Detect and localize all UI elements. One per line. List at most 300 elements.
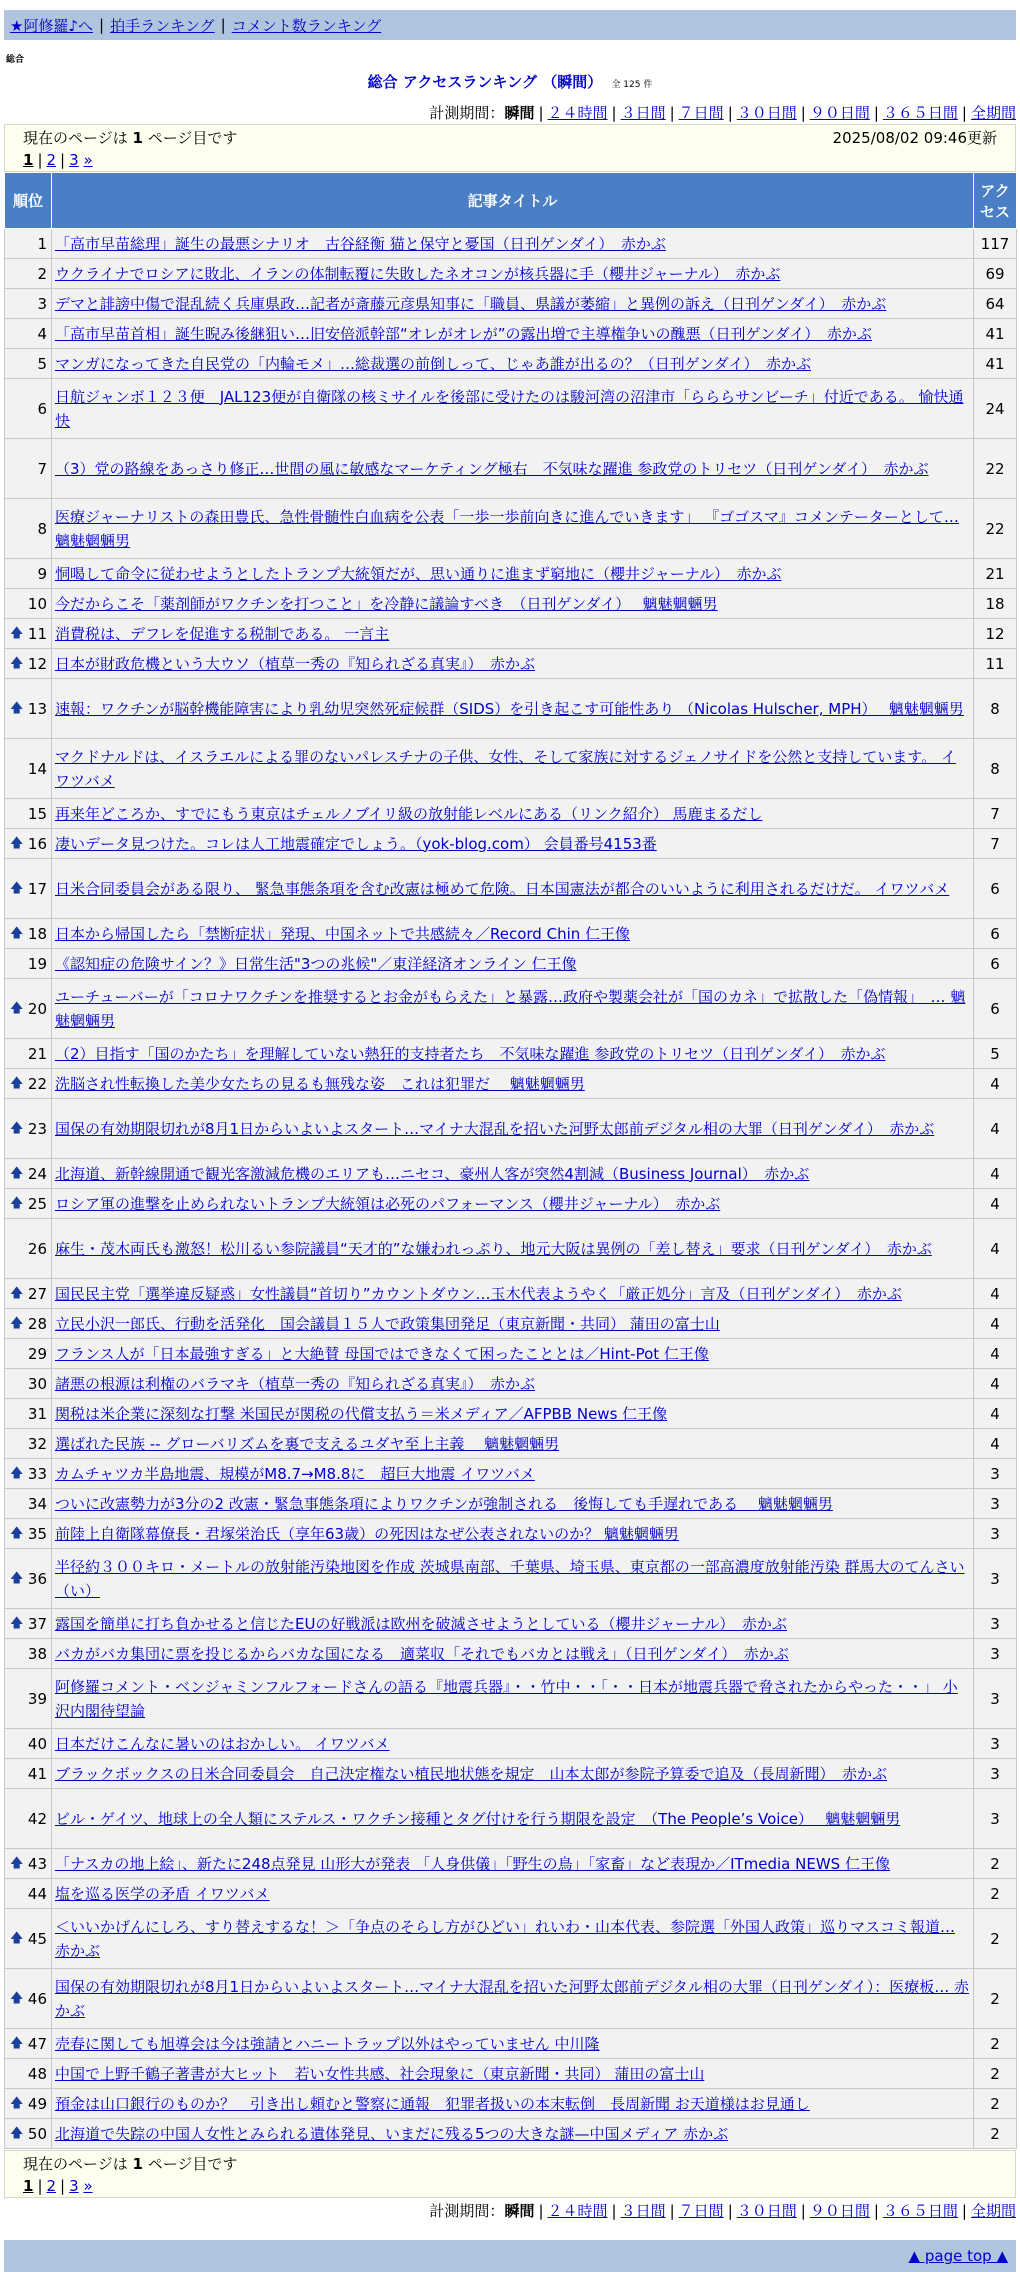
access-count: 18 [974, 589, 1017, 619]
title-cell [52, 2119, 974, 2149]
title-cell [52, 1789, 974, 1849]
rank-number: 31 [27, 1404, 47, 1423]
title-cell [52, 439, 974, 499]
title-cell [52, 2089, 974, 2119]
title-cell [52, 1969, 974, 2029]
period-separator: | [538, 104, 544, 122]
page-title: 総合 アクセスランキング （瞬間） [367, 73, 603, 91]
access-count: 2 [974, 1849, 1017, 1879]
table-row [5, 1669, 1017, 1729]
title-cell [52, 1309, 974, 1339]
pager-page-2[interactable]: 2 [46, 151, 57, 169]
title-cell [52, 319, 974, 349]
period-separator: | [727, 2202, 733, 2220]
rank-cell [5, 799, 52, 829]
access-count: 22 [974, 439, 1017, 499]
table-row [5, 919, 1017, 949]
rank-cell [5, 649, 52, 679]
article-title-link[interactable]: 医療ジャーナリストの森田豊氏、急性骨髄性白血病を公表「一歩一歩前向きに進んでいきます」 『ゴゴスマ』コメンテーターとして… 魑魅魍魎男 [55, 507, 959, 550]
table-row [5, 1609, 1017, 1639]
rank-up-arrow-icon: 🡅 [10, 1285, 24, 1301]
article-title-link[interactable]: ユーチューバーが「コロナワクチンを推奨するとお金がもらえた」と暴露…政府や製薬会社が「国のカネ」で拡散した「偽情報」 … 魑魅魍魎男 [55, 987, 966, 1030]
table-row [5, 2059, 1017, 2089]
title-cell [52, 1189, 974, 1219]
rank-up-arrow-icon: 🡅 [10, 1315, 24, 1331]
article-title-link[interactable]: 洗脳され性転換した美少女たちの見るも無残な姿 これは犯罪だ 魑魅魍魎男 [55, 1074, 585, 1093]
table-row [5, 1429, 1017, 1459]
period-option-7[interactable]: 全期間 [970, 104, 1016, 122]
rank-number: 5 [37, 354, 47, 373]
title-cell [52, 1339, 974, 1369]
rank-up-arrow-icon: 🡅 [10, 1000, 24, 1016]
title-cell [52, 1849, 974, 1879]
article-title-link[interactable]: 塩を巡る医学の矛盾 イワツバメ [55, 1884, 270, 1903]
table-row [5, 1039, 1017, 1069]
home-link[interactable]: ★阿修羅♪へ [10, 16, 94, 35]
access-count: 4 [974, 1189, 1017, 1219]
page-info-box [4, 124, 1016, 172]
rank-number: 1 [37, 234, 47, 253]
table-row [5, 1729, 1017, 1759]
article-title-link[interactable]: （2）目指す「国のかたち」を理解していない熱狂的支持者たち 不気味な躍進 参政党のトリセツ（日刊ゲンダイ） 赤かぶ [55, 1044, 886, 1063]
rank-number: 49 [27, 2094, 47, 2113]
title-cell [52, 1399, 974, 1429]
period-option-6[interactable]: ３６５日間 [882, 2202, 958, 2220]
access-count: 2 [974, 1969, 1017, 2029]
table-row [5, 319, 1017, 349]
article-title-link[interactable]: （3）党の路線をあっさり修正…世間の風に敏感なマーケティング極右 不気味な躍進 参政党のトリセツ（日刊ゲンダイ） 赤かぶ [55, 459, 929, 478]
article-title-link[interactable]: デマと誹謗中傷で混乱続く兵庫県政…記者が斎藤元彦県知事に「職員、県議が萎縮」と異例の訴え（日刊ゲンダイ） 赤かぶ [55, 294, 887, 313]
page-top-link[interactable]: ▲ page top ▲ [908, 2247, 1008, 2265]
access-count: 3 [974, 1729, 1017, 1759]
article-title-link[interactable]: 日本が財政危機という大ウソ（植草一秀の『知られざる真実』） 赤かぶ [55, 654, 536, 673]
title-cell [52, 1909, 974, 1969]
access-count: 5 [974, 1039, 1017, 1069]
article-title-link[interactable]: 立民小沢一郎氏、行動を活発化 国会議員１５人で政策集団発足（東京新聞・共同） 蒲田の富士山 [55, 1314, 720, 1333]
period-option-1[interactable]: ２４時間 [547, 2202, 608, 2220]
rank-cell [5, 319, 52, 349]
article-title-link[interactable]: 預金は山口銀行のものか？ 引き出し頼むと警察に通報 犯罪者扱いの本末転倒 長周新聞 お天道様はお見通し [55, 2094, 810, 2113]
title-cell [52, 739, 974, 799]
table-row [5, 1789, 1017, 1849]
article-title-link[interactable]: 恫喝して命令に従わせようとしたトランプ大統領だが、思い通りに進まず窮地に（櫻井ジャーナル） 赤かぶ [55, 564, 782, 583]
access-count: 4 [974, 1429, 1017, 1459]
rank-cell [5, 1639, 52, 1669]
rank-cell [5, 499, 52, 559]
access-count: 2 [974, 1909, 1017, 1969]
period-option-5[interactable]: ９０日間 [809, 104, 870, 122]
period-separator: | [800, 2202, 806, 2220]
rank-cell [5, 859, 52, 919]
access-count: 6 [974, 949, 1017, 979]
article-title-link[interactable]: 国保の有効期限切れが8月1日からいよいよスタート…マイナ大混乱を招いた河野太郎前デジタル相の大罪（日刊ゲンダイ） 赤かぶ [55, 1119, 935, 1138]
article-title-link[interactable]: ビル・ゲイツ、地球上の全人類にステルス・ワクチン接種とタグ付けを行う期限を設定 （The People’s Voice） 魑魅魍魎男 [55, 1809, 901, 1828]
rank-number: 48 [27, 2064, 47, 2083]
access-count: 2 [974, 2089, 1017, 2119]
rank-number: 4 [37, 324, 47, 343]
rank-number: 8 [37, 519, 47, 538]
title-cell [52, 1039, 974, 1069]
article-title-link[interactable]: 露国を簡単に打ち負かせると信じたEUの好戦派は欧州を破滅させようとしている（櫻井ジャーナル） 赤かぶ [55, 1614, 787, 1633]
pager-page-3[interactable]: 3 [69, 151, 79, 169]
article-title-link[interactable]: 国保の有効期限切れが8月1日からいよいよスタート…マイナ大混乱を招いた河野太郎前デジタル相の大罪（日刊ゲンダイ）：医療板… 赤かぶ [55, 1977, 969, 2020]
title-cell [52, 1369, 974, 1399]
table-row [5, 619, 1017, 649]
article-title-link[interactable]: ロシア軍の進撃を止められないトランプ大統領は必死のパフォーマンス（櫻井ジャーナル） 赤かぶ [55, 1194, 721, 1213]
article-title-link[interactable]: 関税は米企業に深刻な打撃 米国民が関税の代償支払う＝米メディア／AFPBB News 仁王像 [55, 1404, 668, 1423]
article-title-link[interactable]: 阿修羅コメント・ベンジャミンフルフォードさんの語る『地震兵器』・・竹中・・「・・日本が地震兵器で脅されたからやった・・」 小沢内閣待望論 [55, 1677, 958, 1720]
rank-cell [5, 259, 52, 289]
rank-number: 17 [27, 879, 47, 898]
rank-cell [5, 1369, 52, 1399]
article-title-link[interactable]: 北海道、新幹線開通で観光客激減危機のエリアも…ニセコ、豪州人客が突然4割減（Business Journal） 赤かぶ [55, 1164, 810, 1183]
rank-number: 37 [27, 1614, 47, 1633]
article-title-link[interactable]: 今だからこそ「薬剤師がワクチンを打つこと」を冷静に議論すべき （日刊ゲンダイ） 魑魅魍魎男 [55, 594, 718, 613]
rank-number: 18 [27, 924, 47, 943]
title-cell [52, 1159, 974, 1189]
access-count: 2 [974, 2059, 1017, 2089]
access-count: 4 [974, 1369, 1017, 1399]
article-title-link[interactable]: 「高市早苗首相」誕生睨み後継狙い…旧安倍派幹部“オレがオレが”の露出増で主導権争いの醜悪（日刊ゲンダイ） 赤かぶ [55, 324, 872, 343]
access-count: 4 [974, 1099, 1017, 1159]
access-count: 3 [974, 1669, 1017, 1729]
article-title-link[interactable]: ついに改憲勢力が3分の2 改憲・緊急事態条項によりワクチンが強制される 後悔しても手遅れである 魑魅魍魎男 [55, 1494, 833, 1513]
rank-cell [5, 379, 52, 439]
article-title-link[interactable]: 選ばれた民族 -- グローバリズムを裏で支えるユダヤ至上主義 魑魅魍魎男 [55, 1434, 560, 1453]
table-row [5, 1399, 1017, 1429]
table-row [5, 1849, 1017, 1879]
table-row [5, 679, 1017, 739]
access-count: 6 [974, 919, 1017, 949]
period-label: 計測期間： [429, 2202, 505, 2220]
rank-header: 順位 [5, 173, 52, 229]
rank-cell [5, 1489, 52, 1519]
total-count: 全 125 件 [611, 80, 653, 90]
rank-cell [5, 2059, 52, 2089]
table-row [5, 2119, 1017, 2149]
table-row [5, 649, 1017, 679]
rank-cell [5, 439, 52, 499]
title-cell [52, 559, 974, 589]
article-title-link[interactable]: 前陸上自衛隊幕僚長・君塚栄治氏（享年63歳）の死因はなぜ公表されないのか？ 魑魅魍魎男 [55, 1524, 679, 1543]
rank-cell [5, 619, 52, 649]
title-cell [52, 1219, 974, 1279]
article-title-link[interactable]: 「高市早苗総理」誕生の最悪シナリオ 古谷経衡 猫と保守と憂国（日刊ゲンダイ） 赤かぶ [55, 234, 666, 253]
article-title-link[interactable]: 日本から帰国したら「禁断症状」発現、中国ネットで共感続々／Record Chin 仁王像 [55, 924, 631, 943]
title-cell [52, 1609, 974, 1639]
table-row [5, 739, 1017, 799]
access-count: 22 [974, 499, 1017, 559]
access-count: 3 [974, 1789, 1017, 1849]
article-title-link[interactable]: ウクライナでロシアに敗北、イランの体制転覆に失敗したネオコンが核兵器に手（櫻井ジャーナル） 赤かぶ [55, 264, 781, 283]
current-page-text: 現在のページは 1 ページ目です [23, 2155, 238, 2173]
rank-cell [5, 2089, 52, 2119]
access-count: 4 [974, 1339, 1017, 1369]
rank-cell [5, 1729, 52, 1759]
rank-number: 38 [27, 1644, 47, 1663]
title-cell [52, 859, 974, 919]
article-title-link[interactable]: ＜いいかげんにしろ、すり替えするな！＞「争点のそらし方がひどい」れいわ・山本代表、参院選「外国人政策」巡りマスコミ報道… 赤かぶ [55, 1917, 956, 1960]
rank-up-arrow-icon: 🡅 [10, 1165, 24, 1181]
rank-cell [5, 559, 52, 589]
rank-number: 39 [27, 1689, 47, 1708]
rank-cell [5, 1549, 52, 1609]
article-title-link[interactable]: フランス人が「日本最強すぎる」と大絶賛 母国ではできなくて困ったこととは／Hint-Pot 仁王像 [55, 1344, 709, 1363]
table-row [5, 799, 1017, 829]
article-title-link[interactable]: 凄いデータ見つけた。コレは人工地震確定でしょう。（yok-blog.com） 会員番号4153番 [55, 834, 657, 853]
comment-ranking-link[interactable]: コメント数ランキング [231, 16, 382, 35]
table-row [5, 1189, 1017, 1219]
period-option-3[interactable]: ７日間 [678, 2202, 724, 2220]
rank-up-arrow-icon: 🡅 [10, 655, 24, 671]
rank-up-arrow-icon: 🡅 [10, 2035, 24, 2051]
period-option-1[interactable]: ２４時間 [547, 104, 608, 122]
table-row [5, 559, 1017, 589]
article-title-link[interactable]: 「ナスカの地上絵」、新たに248点発見 山形大が発表 「人身供儀」「野生の鳥」「家畜」など表現か／ITmedia NEWS 仁王像 [55, 1854, 890, 1873]
title-cell [52, 2059, 974, 2089]
article-title-link[interactable]: 諸悪の根源は利権のバラマキ（植草一秀の『知られざる真実』） 赤かぶ [55, 1374, 536, 1393]
rank-cell [5, 1039, 52, 1069]
pager-page-2[interactable]: 2 [46, 2177, 57, 2195]
rank-number: 30 [27, 1374, 47, 1393]
period-separator: | [800, 104, 806, 122]
title-cell [52, 1519, 974, 1549]
access-count: 4 [974, 1159, 1017, 1189]
rank-up-arrow-icon: 🡅 [10, 1990, 24, 2006]
article-title-link[interactable]: ブラックボックスの日米合同委員会 自己決定権ない植民地状態を規定 山本太郎が参院予算委で追及（長周新聞） 赤かぶ [55, 1764, 888, 1783]
article-title-link[interactable]: 北海道で失踪の中国人女性とみられる遺体発見、いまだに残る5つの大きな謎—中国メディア 赤かぶ [55, 2124, 729, 2143]
period-option-4[interactable]: ３０日間 [736, 104, 797, 122]
access-count: 2 [974, 1879, 1017, 1909]
access-count: 4 [974, 1399, 1017, 1429]
period-option-7[interactable]: 全期間 [970, 2202, 1016, 2220]
access-count: 3 [974, 1459, 1017, 1489]
title-cell [52, 949, 974, 979]
article-title-link[interactable]: 消費税は、デフレを促進する税制である。 一言主 [55, 624, 390, 643]
table-row [5, 1909, 1017, 1969]
access-count: 3 [974, 1519, 1017, 1549]
rank-up-arrow-icon: 🡅 [10, 1120, 24, 1136]
table-row [5, 1549, 1017, 1609]
article-title-link[interactable]: カムチャツカ半島地震、規模がM8.7→M8.8に 超巨大地震 イワツバメ [55, 1464, 535, 1483]
rank-up-arrow-icon: 🡅 [10, 2095, 24, 2111]
rank-cell [5, 919, 52, 949]
rank-up-arrow-icon: 🡅 [10, 625, 24, 641]
article-title-link[interactable]: バカがバカ集団に票を投じるからバカな国になる 適菜収「それでもバカとは戦え」（日刊ゲンダイ） 赤かぶ [55, 1644, 789, 1663]
rank-number: 36 [27, 1569, 47, 1588]
rank-number: 24 [27, 1164, 47, 1183]
title-cell [52, 289, 974, 319]
current-page-text: 現在のページは 1 ページ目です [23, 129, 238, 147]
rank-number: 2 [37, 264, 47, 283]
title-cell [52, 979, 974, 1039]
rank-cell [5, 589, 52, 619]
period-option-2[interactable]: ３日間 [620, 104, 666, 122]
rank-number: 50 [27, 2124, 47, 2143]
access-count: 3 [974, 1759, 1017, 1789]
rank-number: 33 [27, 1464, 47, 1483]
access-count: 21 [974, 559, 1017, 589]
access-count: 4 [974, 1219, 1017, 1279]
title-cell [52, 679, 974, 739]
rank-number: 46 [27, 1989, 47, 2008]
period-current: 瞬間 [504, 104, 535, 122]
rank-number: 44 [27, 1884, 47, 1903]
access-count: 4 [974, 1309, 1017, 1339]
category-label: 総合 [6, 55, 25, 65]
access-count: 41 [974, 319, 1017, 349]
title-cell [52, 1099, 974, 1159]
rank-up-arrow-icon: 🡅 [10, 925, 24, 941]
table-row [5, 439, 1017, 499]
rank-cell [5, 1399, 52, 1429]
table-row [5, 1969, 1017, 2029]
table-row [5, 379, 1017, 439]
access-count: 6 [974, 979, 1017, 1039]
period-option-2[interactable]: ３日間 [620, 2202, 666, 2220]
pager-next[interactable]: » [83, 2177, 93, 2195]
rank-up-arrow-icon: 🡅 [10, 700, 24, 716]
rank-number: 3 [37, 294, 47, 313]
title-cell [52, 1069, 974, 1099]
rank-number: 9 [37, 564, 47, 583]
bottom-bar [4, 2240, 1016, 2272]
title-header: 記事タイトル [52, 173, 974, 229]
rank-cell [5, 1429, 52, 1459]
access-count: 8 [974, 739, 1017, 799]
rank-number: 19 [27, 954, 47, 973]
rank-cell [5, 2029, 52, 2059]
access-count: 7 [974, 799, 1017, 829]
rank-up-arrow-icon: 🡅 [10, 2125, 24, 2141]
title-cell [52, 1759, 974, 1789]
pagination [23, 149, 997, 171]
access-count: 11 [974, 649, 1017, 679]
rank-cell [5, 1879, 52, 1909]
rank-cell [5, 1069, 52, 1099]
rank-cell [5, 1459, 52, 1489]
title-cell [52, 919, 974, 949]
table-row [5, 1069, 1017, 1099]
table-row [5, 979, 1017, 1039]
table-row [5, 349, 1017, 379]
article-title-link[interactable]: 半径約３００キロ・メートルの放射能汚染地図を作成 茨城県南部、千葉県、埼玉県、東京都の一部高濃度放射能汚染 群馬大のてんさい（い） [55, 1557, 965, 1600]
title-cell [52, 259, 974, 289]
article-title-link[interactable]: 中国で上野千鶴子著書が大ヒット 若い女性共感、社会現象に（東京新聞・共同） 蒲田の富士山 [55, 2064, 705, 2083]
access-count: 64 [974, 289, 1017, 319]
title-cell [52, 1549, 974, 1609]
rank-number: 22 [27, 1074, 47, 1093]
period-option-3[interactable]: ７日間 [678, 104, 724, 122]
article-title-link[interactable]: 速報：ワクチンが脳幹機能障害により乳幼児突然死症候群（SIDS）を引き起こす可能性あり （Nicolas Hulscher, MPH） 魑魅魍魎男 [55, 699, 964, 718]
article-title-link[interactable]: 日米合同委員会がある限り、 緊急事態条項を含む改憲は極めて危険。日本国憲法が都合のいいように利用されるだけだ。 イワツバメ [55, 879, 950, 898]
table-row [5, 1339, 1017, 1369]
rank-number: 13 [27, 699, 47, 718]
rank-number: 15 [27, 804, 47, 823]
rank-cell [5, 1909, 52, 1969]
article-title-link[interactable]: マクドナルドは、イスラエルによる罪のないパレスチナの子供、女性、そして家族に対するジェノサイドを公然と支持しています。 イワツバメ [55, 747, 956, 790]
rank-number: 32 [27, 1434, 47, 1453]
rank-number: 27 [27, 1284, 47, 1303]
table-row [5, 1279, 1017, 1309]
table-row [5, 2029, 1017, 2059]
period-separator: | [727, 104, 733, 122]
access-count: 2 [974, 2029, 1017, 2059]
pager-next[interactable]: » [83, 151, 93, 169]
rank-number: 29 [27, 1344, 47, 1363]
rank-number: 41 [27, 1764, 47, 1783]
table-row [5, 589, 1017, 619]
table-row [5, 259, 1017, 289]
access-count: 41 [974, 349, 1017, 379]
title-cell [52, 649, 974, 679]
period-separator: | [611, 2202, 617, 2220]
rank-cell [5, 979, 52, 1039]
applause-ranking-link[interactable]: 拍手ランキング [110, 16, 215, 35]
rank-cell [5, 1339, 52, 1369]
period-label: 計測期間： [429, 104, 505, 122]
table-row [5, 1369, 1017, 1399]
access-count: 8 [974, 679, 1017, 739]
rank-cell [5, 949, 52, 979]
rank-cell [5, 1759, 52, 1789]
article-title-link[interactable]: 国民民主党「選挙違反疑惑」女性議員“首切り”カウントダウン…玉木代表ようやく「厳正処分」言及（日刊ゲンダイ） 赤かぶ [55, 1284, 902, 1303]
page-title-row [4, 71, 1016, 92]
rank-up-arrow-icon: 🡅 [10, 1465, 24, 1481]
title-cell [52, 1669, 974, 1729]
period-separator: | [961, 104, 967, 122]
article-title-link[interactable]: マンガになってきた自民党の「内輪モメ」…総裁選の前倒しって、じゃあ誰が出るの？（日刊ゲンダイ） 赤かぶ [55, 354, 812, 373]
period-option-4[interactable]: ３０日間 [736, 2202, 797, 2220]
period-selector-bottom [4, 2200, 1016, 2222]
period-separator: | [873, 104, 879, 122]
table-row [5, 1639, 1017, 1669]
article-title-link[interactable]: 再来年どころか、すでにもう東京はチェルノブイリ級の放射能レベルにある（リンク紹介） 馬鹿まるだし [55, 804, 763, 823]
rank-up-arrow-icon: 🡅 [10, 1075, 24, 1091]
access-count: 3 [974, 1549, 1017, 1609]
rank-up-arrow-icon: 🡅 [10, 1195, 24, 1211]
article-title-link[interactable]: 日航ジャンボ１２３便 JAL123便が自衛隊の核ミサイルを後部に受けたのは駿河湾の沼津市「らららサンビーチ」付近である。 愉快通快 [55, 387, 964, 430]
title-cell [52, 349, 974, 379]
rank-cell [5, 1609, 52, 1639]
title-cell [52, 589, 974, 619]
table-row [5, 1489, 1017, 1519]
nav-separator: | [99, 16, 105, 34]
period-option-5[interactable]: ９０日間 [809, 2202, 870, 2220]
access-count: 12 [974, 619, 1017, 649]
rank-cell [5, 1189, 52, 1219]
period-selector [4, 102, 1016, 124]
access-count: 7 [974, 829, 1017, 859]
article-title-link[interactable]: 売春に関しても旭導会は今は強請とハニートラップ以外はやっていません 中川隆 [55, 2034, 600, 2053]
article-title-link[interactable]: 《認知症の危険サイン？》日常生活"3つの兆候"／東洋経済オンライン 仁王像 [55, 954, 577, 973]
pager-page-3[interactable]: 3 [69, 2177, 79, 2195]
rank-cell [5, 1219, 52, 1279]
rank-cell [5, 1789, 52, 1849]
rank-number: 26 [27, 1239, 47, 1258]
period-option-6[interactable]: ３６５日間 [882, 104, 958, 122]
article-title-link[interactable]: 麻生・茂木両氏も激怒！松川るい参院議員“天才的”な嫌われっぷり、地元大阪は異例の「差し替え」要求（日刊ゲンダイ） 赤かぶ [55, 1239, 932, 1258]
title-cell [52, 1489, 974, 1519]
page-info-box-bottom [4, 2150, 1016, 2198]
access-count: 3 [974, 1639, 1017, 1669]
access-count: 4 [974, 1279, 1017, 1309]
rank-number: 40 [27, 1734, 47, 1753]
article-title-link[interactable]: 日本だけこんなに暑いのはおかしい。 イワツバメ [55, 1734, 390, 1753]
rank-number: 14 [27, 759, 47, 778]
access-count: 24 [974, 379, 1017, 439]
pager-separator: | [60, 151, 66, 169]
